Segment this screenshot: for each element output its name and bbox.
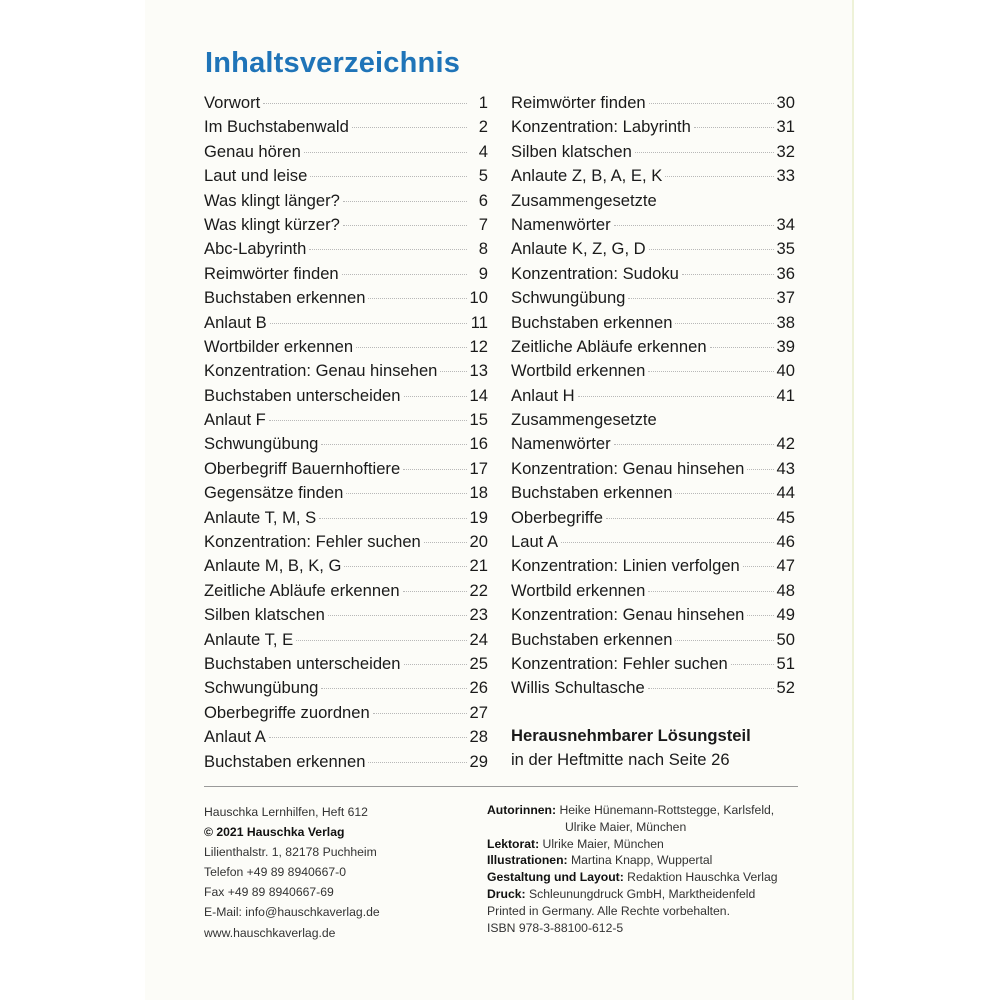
toc-entry xyxy=(511,140,795,164)
toc-entry-title: Buchstaben erkennen xyxy=(511,312,673,332)
toc-entry-title: Buchstaben unterscheiden xyxy=(204,653,401,673)
toc-entry-title: Was klingt kürzer? xyxy=(204,214,340,234)
toc-entry-title: Zeitliche Abläufe erkennen xyxy=(511,336,707,356)
toc-entry-page: 51 xyxy=(776,653,795,673)
toc-entry-page: 45 xyxy=(776,507,795,527)
toc-leader-dots xyxy=(321,444,466,445)
toc-entry xyxy=(204,603,488,627)
toc-entry-title: Anlaute Z, B, A, E, K xyxy=(511,166,663,186)
toc-entry-title: Konzentration: Genau hinsehen xyxy=(511,458,745,478)
toc-leader-dots xyxy=(649,249,774,250)
toc-entry xyxy=(511,506,795,530)
toc-entry xyxy=(204,91,488,115)
toc-leader-dots xyxy=(404,396,467,397)
toc-leader-dots xyxy=(440,371,466,372)
toc-leader-dots xyxy=(628,298,773,299)
toc-entry-title: Abc-Labyrinth xyxy=(204,239,307,259)
toc-entry-title: Wortbild erkennen xyxy=(511,580,646,600)
toc-leader-dots xyxy=(356,347,466,348)
toc-entry xyxy=(511,115,795,139)
toc-entry xyxy=(204,628,488,652)
credits-authors-cont: Ulrike Maier, München xyxy=(565,819,687,834)
toc-leader-dots xyxy=(606,518,774,519)
toc-leader-dots xyxy=(424,542,467,543)
toc-entry-title: Reimwörter finden xyxy=(511,93,646,112)
toc-entry-page: 22 xyxy=(469,580,488,600)
toc-leader-dots xyxy=(561,542,773,543)
toc-leader-dots xyxy=(682,274,774,275)
toc-leader-dots xyxy=(747,615,773,616)
toc-entry xyxy=(204,115,488,139)
toc-entry xyxy=(204,140,488,164)
toc-leader-dots xyxy=(614,444,774,445)
toc-entry-page: 6 xyxy=(478,190,488,210)
toc-entry-title: Buchstaben erkennen xyxy=(204,751,366,771)
imprint-phone: Telefon +49 89 8940667-0 xyxy=(204,865,346,880)
toc-entry-page: 30 xyxy=(776,93,795,112)
toc-entry-title: Anlaut H xyxy=(511,385,575,405)
page-title: Inhaltsverzeichnis xyxy=(205,47,461,79)
toc-entry xyxy=(511,91,795,115)
toc-entry-page: 10 xyxy=(469,288,488,308)
toc-leader-dots xyxy=(343,201,467,202)
toc-leader-dots xyxy=(263,103,467,104)
solution-note-text: in der Heftmitte nach Seite 26 xyxy=(511,750,730,769)
toc-entry xyxy=(204,164,488,188)
toc-entry-page: 52 xyxy=(776,678,795,698)
toc-leader-dots xyxy=(665,176,773,177)
toc-entry-page: 13 xyxy=(469,361,488,381)
toc-entry-page: 4 xyxy=(478,141,488,161)
toc-entry-title: Willis Schultasche xyxy=(511,678,645,698)
toc-leader-dots xyxy=(269,420,467,421)
toc-leader-dots xyxy=(321,688,466,689)
toc-entry-title: Silben klatschen xyxy=(204,605,325,625)
toc-entry-page: 44 xyxy=(776,483,795,503)
toc-entry-title: Konzentration: Linien verfolgen xyxy=(511,556,740,576)
toc-leader-dots xyxy=(648,371,773,372)
toc-entry-page: 43 xyxy=(776,458,795,478)
toc-entry-page: 12 xyxy=(469,336,488,356)
solution-note-heading: Herausnehmbarer Lösungsteil xyxy=(511,726,751,745)
toc-entry-title: Namenwörter xyxy=(511,214,611,234)
toc-entry-title: Anlaute K, Z, G, D xyxy=(511,239,646,259)
toc-entry xyxy=(204,311,488,335)
toc-leader-dots xyxy=(368,298,466,299)
toc-entry-title: Zeitliche Abläufe erkennen xyxy=(204,580,400,600)
credits-illustrations: Illustrationen: Martina Knapp, Wuppertal xyxy=(487,853,713,868)
toc-entry-page: 34 xyxy=(776,214,795,234)
toc-entry-title: Konzentration: Fehler suchen xyxy=(204,532,421,552)
toc-entry-title: Wortbild erkennen xyxy=(511,361,646,381)
credits-design: Gestaltung und Layout: Redaktion Hauschka Verlag xyxy=(487,870,778,885)
toc-entry xyxy=(511,676,795,700)
toc-entry xyxy=(204,481,488,505)
toc-leader-dots xyxy=(635,152,774,153)
toc-entry xyxy=(204,432,488,456)
toc-entry-page: 14 xyxy=(469,385,488,405)
toc-entry-page: 42 xyxy=(776,434,795,454)
toc-entry xyxy=(204,286,488,310)
toc-entry-title: Oberbegriff Bauernhoftiere xyxy=(204,458,401,478)
toc-entry-page: 26 xyxy=(469,678,488,698)
toc-leader-dots xyxy=(404,664,467,665)
toc-leader-dots xyxy=(747,469,773,470)
toc-entry-page: 47 xyxy=(776,556,795,576)
toc-entry-page: 49 xyxy=(776,605,795,625)
toc-entry xyxy=(511,579,795,603)
toc-entry-page: 40 xyxy=(776,361,795,381)
toc-entry-page: 11 xyxy=(470,312,488,332)
imprint-series: Hauschka Lernhilfen, Heft 612 xyxy=(204,805,368,819)
toc-entry xyxy=(204,237,488,261)
toc-entry-page: 5 xyxy=(478,166,488,186)
toc-entry-page: 29 xyxy=(469,751,488,771)
imprint-address: Lilienthalstr. 1, 82178 Puchheim xyxy=(204,845,377,860)
toc-entry-title: Schwungübung xyxy=(511,288,626,308)
toc-entry xyxy=(511,408,795,432)
toc-entry xyxy=(204,652,488,676)
toc-leader-dots xyxy=(649,103,774,104)
toc-entry-page: 24 xyxy=(469,629,488,649)
toc-entry xyxy=(204,676,488,700)
divider-line xyxy=(204,786,798,787)
toc-entry xyxy=(204,554,488,578)
toc-entry-page: 50 xyxy=(776,629,795,649)
toc-leader-dots xyxy=(352,127,467,128)
toc-entry-title: Konzentration: Sudoku xyxy=(511,263,679,283)
toc-entry-page: 2 xyxy=(478,117,488,137)
toc-leader-dots xyxy=(342,274,467,275)
imprint-copyright: © 2021 Hauschka Verlag xyxy=(204,825,345,840)
credits-editing: Lektorat: Ulrike Maier, München xyxy=(487,836,664,851)
toc-entry xyxy=(204,725,488,749)
toc-entry xyxy=(511,652,795,676)
toc-entry-title: Anlaut B xyxy=(204,312,267,332)
toc-entry-page: 48 xyxy=(776,580,795,600)
toc-entry-title: Anlaut F xyxy=(204,410,266,430)
toc-entry-title: Konzentration: Genau hinsehen xyxy=(204,361,438,381)
toc-leader-dots xyxy=(343,225,467,226)
toc-entry-page: 36 xyxy=(776,263,795,283)
toc-entry xyxy=(511,164,795,188)
toc-entry xyxy=(204,701,488,725)
toc-leader-dots xyxy=(648,688,774,689)
toc-entry-title: Oberbegriffe zuordnen xyxy=(204,702,370,722)
toc-entry-title: Laut und leise xyxy=(204,166,308,186)
toc-entry-page: 27 xyxy=(469,702,488,722)
toc-leader-dots xyxy=(675,323,773,324)
toc-leader-dots xyxy=(270,323,467,324)
toc-entry-title: Schwungübung xyxy=(204,678,319,698)
toc-leader-dots xyxy=(660,420,774,421)
toc-entry-title: Buchstaben erkennen xyxy=(511,483,673,503)
toc-leader-dots xyxy=(310,176,467,177)
toc-entry-title: Laut A xyxy=(511,532,559,552)
toc-entry xyxy=(511,457,795,481)
toc-entry xyxy=(204,579,488,603)
toc-entry xyxy=(204,262,488,286)
toc-entry-title: Schwungübung xyxy=(204,434,319,454)
toc-entry-title: Konzentration: Labyrinth xyxy=(511,117,691,137)
toc-entry-title: Anlaute M, B, K, G xyxy=(204,556,342,576)
toc-entry xyxy=(204,408,488,432)
toc-entry-page: 38 xyxy=(776,312,795,332)
toc-entry-title: Zusammengesetzte xyxy=(511,410,657,430)
toc-entry xyxy=(511,237,795,261)
toc-entry-title: Buchstaben erkennen xyxy=(511,629,673,649)
toc-leader-dots xyxy=(710,347,774,348)
toc-leader-dots xyxy=(304,152,467,153)
imprint-publisher xyxy=(204,802,380,943)
toc-entry-title: Namenwörter xyxy=(511,434,611,454)
toc-entry-title: Buchstaben erkennen xyxy=(204,288,366,308)
toc-entry-title: Zusammengesetzte xyxy=(511,190,657,210)
toc-leader-dots xyxy=(614,225,774,226)
toc-leader-dots xyxy=(319,518,466,519)
toc-entry xyxy=(204,384,488,408)
toc-entry-page: 9 xyxy=(478,263,488,283)
toc-entry-page: 39 xyxy=(776,336,795,356)
toc-entry xyxy=(511,213,795,237)
toc-entry-title: Reimwörter finden xyxy=(204,263,339,283)
toc-leader-dots xyxy=(694,127,774,128)
toc-entry-page: 37 xyxy=(776,288,795,308)
toc-leader-dots xyxy=(269,737,467,738)
toc-entry-title: Silben klatschen xyxy=(511,141,632,161)
toc-entry xyxy=(511,530,795,554)
toc-entry xyxy=(204,189,488,213)
imprint-credits xyxy=(487,802,778,936)
toc-entry-page: 20 xyxy=(469,532,488,552)
toc-entry-page: 25 xyxy=(469,653,488,673)
toc-entry xyxy=(511,554,795,578)
toc-leader-dots xyxy=(403,469,466,470)
toc-entry-title: Genau hören xyxy=(204,141,301,161)
credits-print: Druck: Schleunungdruck GmbH, Marktheidenfeld xyxy=(487,886,756,901)
toc-entry xyxy=(204,457,488,481)
toc-entry xyxy=(511,384,795,408)
toc-entry-title: Anlaute T, M, S xyxy=(204,507,317,527)
toc-column-left xyxy=(204,91,488,774)
toc-entry xyxy=(204,750,488,774)
toc-entry xyxy=(511,603,795,627)
toc-entry xyxy=(511,335,795,359)
toc-column-right xyxy=(511,91,795,701)
toc-entry-page: 19 xyxy=(469,507,488,527)
credits-isbn: ISBN 978-3-88100-612-5 xyxy=(487,920,624,935)
toc-entry-page: 23 xyxy=(469,605,488,625)
toc-entry xyxy=(204,359,488,383)
toc-leader-dots xyxy=(675,493,773,494)
toc-entry-title: Im Buchstabenwald xyxy=(204,117,349,137)
toc-leader-dots xyxy=(373,713,467,714)
imprint-email: E-Mail: info@hauschkaverlag.de xyxy=(204,905,380,920)
toc-entry xyxy=(511,286,795,310)
toc-entry-page: 7 xyxy=(478,214,488,234)
toc-entry-title: Buchstaben unterscheiden xyxy=(204,385,401,405)
imprint-website: www.hauschkaverlag.de xyxy=(204,925,336,940)
toc-entry xyxy=(204,506,488,530)
toc-entry-title: Gegensätze finden xyxy=(204,483,344,503)
toc-entry-page: 41 xyxy=(776,385,795,405)
imprint-fax: Fax +49 89 8940667-69 xyxy=(204,885,334,900)
credits-authors: Autorinnen: Heike Hünemann-Rottstegge, Karlsfeld, xyxy=(487,803,775,817)
toc-entry-page: 17 xyxy=(469,458,488,478)
toc-entry-title: Anlaut A xyxy=(204,727,266,747)
toc-leader-dots xyxy=(731,664,774,665)
toc-entry-page: 16 xyxy=(469,434,488,454)
toc-leader-dots xyxy=(346,493,466,494)
toc-entry xyxy=(204,213,488,237)
toc-entry-page: 15 xyxy=(469,410,488,430)
toc-entry-page: 46 xyxy=(776,532,795,552)
toc-entry-title: Konzentration: Fehler suchen xyxy=(511,653,728,673)
toc-entry-title: Vorwort xyxy=(204,93,261,112)
toc-leader-dots xyxy=(328,615,467,616)
toc-entry xyxy=(511,481,795,505)
toc-leader-dots xyxy=(403,591,467,592)
toc-leader-dots xyxy=(309,249,467,250)
toc-entry-page: 35 xyxy=(776,239,795,259)
toc-entry-title: Oberbegriffe xyxy=(511,507,603,527)
toc-entry-title: Wortbilder erkennen xyxy=(204,336,354,356)
toc-entry-title: Was klingt länger? xyxy=(204,190,340,210)
toc-entry xyxy=(204,530,488,554)
toc-entry-page: 18 xyxy=(469,483,488,503)
toc-leader-dots xyxy=(743,566,774,567)
toc-entry xyxy=(511,311,795,335)
toc-entry-page: 32 xyxy=(776,141,795,161)
toc-leader-dots xyxy=(648,591,773,592)
credits-rights: Printed in Germany. Alle Rechte vorbehalten. xyxy=(487,903,730,918)
page-edge xyxy=(852,0,854,1000)
toc-entry-title: Anlaute T, E xyxy=(204,629,294,649)
toc-entry xyxy=(511,359,795,383)
toc-leader-dots xyxy=(344,566,466,567)
toc-entry-page: 8 xyxy=(478,239,488,259)
toc-entry-page: 21 xyxy=(469,556,488,576)
toc-entry xyxy=(511,262,795,286)
toc-entry-page: 28 xyxy=(469,727,488,747)
toc-leader-dots xyxy=(675,640,773,641)
toc-entry-page: 1 xyxy=(478,93,488,112)
toc-entry-page: 33 xyxy=(776,166,795,186)
toc-entry xyxy=(204,335,488,359)
toc-entry xyxy=(511,189,795,213)
toc-leader-dots xyxy=(368,762,466,763)
toc-leader-dots xyxy=(296,640,466,641)
toc-leader-dots xyxy=(578,396,774,397)
toc-entry xyxy=(511,432,795,456)
toc-entry-title: Konzentration: Genau hinsehen xyxy=(511,605,745,625)
toc-entry-page: 31 xyxy=(776,117,795,137)
toc-entry xyxy=(511,628,795,652)
toc-leader-dots xyxy=(660,201,774,202)
